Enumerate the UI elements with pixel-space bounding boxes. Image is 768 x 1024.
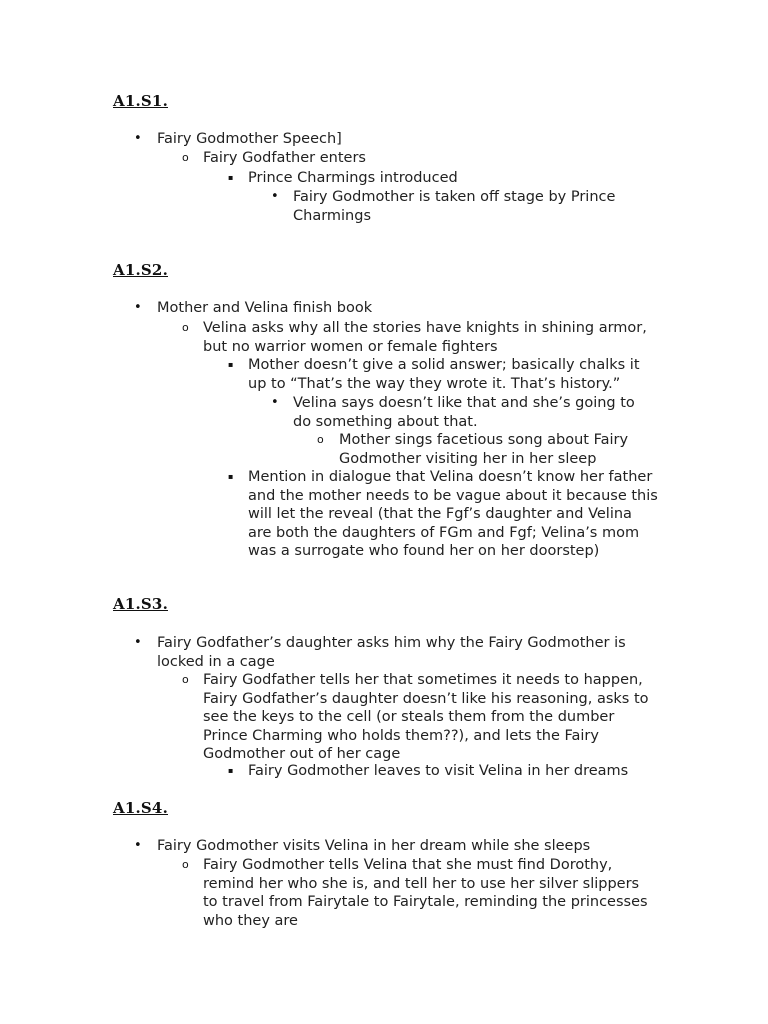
- bullet-disc: •: [134, 300, 142, 315]
- bullet-square: ▪: [228, 766, 234, 775]
- outline-item: Mention in dialogue that Velina doesn’t know her father and the mother needs to be vague about it because this will let the reveal (that the Fgf’s daughter and Velina are both the daughters of FGm and Fgf; Velina’s mom was a surrogate who found her on her doorstep): [248, 469, 658, 559]
- bullet-disc: •: [134, 838, 142, 853]
- outline-item: Fairy Godmother visits Velina in her dream while she sleeps: [157, 838, 591, 854]
- bullet-circle: o: [317, 433, 324, 446]
- outline-item: Fairy Godmother Speech]: [157, 131, 342, 147]
- bullet-disc: •: [271, 395, 279, 410]
- bullet-square: ▪: [228, 472, 234, 481]
- outline-item: Fairy Godfather tells her that sometimes it needs to happen, Fairy Godfather’s daughter doesn’t like his reasoning, asks to see the keys to the cell (or steals them from the dumber Prince Charming who holds them??), and lets the Fairy Godmother out of her cage: [203, 672, 649, 762]
- outline-item: Fairy Godfather’s daughter asks him why the Fairy Godmother is locked in a cage: [157, 635, 626, 670]
- outline-item: Mother and Velina finish book: [157, 300, 373, 316]
- outline-item: Velina asks why all the stories have knights in shining armor, but no warrior women or female fighters: [203, 320, 647, 355]
- bullet-circle: o: [182, 151, 189, 164]
- bullet-disc: •: [271, 189, 279, 204]
- bullet-circle: o: [182, 321, 189, 334]
- section-heading: A1.S1.: [113, 92, 168, 110]
- outline-item: Prince Charmings introduced: [248, 170, 458, 186]
- section-heading: A1.S2.: [113, 261, 168, 279]
- outline-item: Fairy Godmother is taken off stage by Prince Charmings: [293, 189, 616, 224]
- bullet-square: ▪: [228, 173, 234, 182]
- bullet-square: ▪: [228, 360, 234, 369]
- outline-item: Fairy Godfather enters: [203, 150, 366, 166]
- bullet-circle: o: [182, 858, 189, 871]
- section-heading: A1.S4.: [113, 799, 168, 817]
- section-heading: A1.S3.: [113, 595, 168, 613]
- bullet-disc: •: [134, 131, 142, 146]
- outline-item: Velina says doesn’t like that and she’s going to do something about that.: [293, 395, 635, 430]
- outline-item: Fairy Godmother leaves to visit Velina in her dreams: [248, 763, 629, 779]
- bullet-disc: •: [134, 635, 142, 650]
- outline-item: Fairy Godmother tells Velina that she must find Dorothy, remind her who she is, and tell her to use her silver slippers to travel from Fairytale to Fairytale, reminding the princesses who they are: [203, 857, 648, 929]
- outline-item: Mother doesn’t give a solid answer; basically chalks it up to “That’s the way they wrote it. That’s history.”: [248, 357, 640, 392]
- bullet-circle: o: [182, 673, 189, 686]
- outline-item: Mother sings facetious song about Fairy Godmother visiting her in her sleep: [339, 432, 629, 467]
